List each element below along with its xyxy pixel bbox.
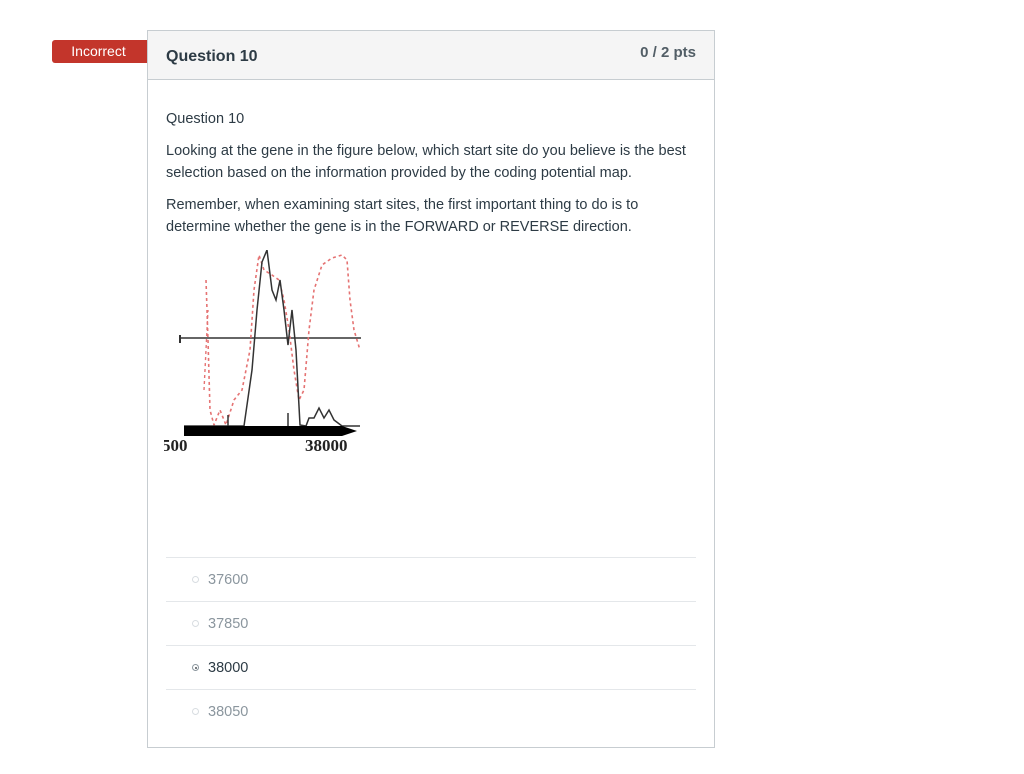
question-header bbox=[148, 31, 714, 80]
dashed-coding-curve-left bbox=[204, 310, 208, 390]
question-points: 0 / 2 pts bbox=[640, 44, 696, 61]
gene-bar bbox=[184, 426, 342, 436]
answer-label: 38000 bbox=[208, 659, 249, 676]
answer-option[interactable] bbox=[166, 689, 696, 733]
answer-option[interactable] bbox=[166, 557, 696, 601]
answer-label: 37600 bbox=[208, 571, 249, 588]
coding-potential-figure bbox=[164, 250, 364, 465]
dashed-coding-curve bbox=[206, 255, 360, 425]
radio-selected-icon[interactable] bbox=[192, 664, 199, 671]
radio-icon[interactable] bbox=[192, 708, 199, 715]
question-card bbox=[147, 30, 715, 748]
question-text-1: Looking at the gene in the figure below, which start site do you believe is the best selection based on the information provided by the coding potential map. bbox=[166, 143, 686, 181]
radio-icon[interactable] bbox=[192, 576, 199, 583]
answer-label: 38050 bbox=[208, 703, 249, 720]
gene-bar-arrow bbox=[342, 426, 357, 436]
question-body bbox=[148, 80, 714, 465]
answer-option-selected[interactable] bbox=[166, 645, 696, 689]
question-text-2: Remember, when examining start sites, the first important thing to do is to determine whether the gene is in the FORWARD or REVERSE direction. bbox=[166, 197, 639, 235]
coding-potential-map bbox=[164, 250, 364, 465]
question-title: Question 10 bbox=[166, 48, 258, 65]
radio-icon[interactable] bbox=[192, 620, 199, 627]
answer-label: 37850 bbox=[208, 615, 249, 632]
question-body-title: Question 10 bbox=[166, 111, 245, 127]
answer-list bbox=[166, 557, 696, 733]
answer-option[interactable] bbox=[166, 601, 696, 645]
incorrect-flag: Incorrect bbox=[52, 40, 149, 63]
tick-label-left: 500 bbox=[164, 436, 188, 455]
tick-label-right: 38000 bbox=[305, 436, 348, 455]
